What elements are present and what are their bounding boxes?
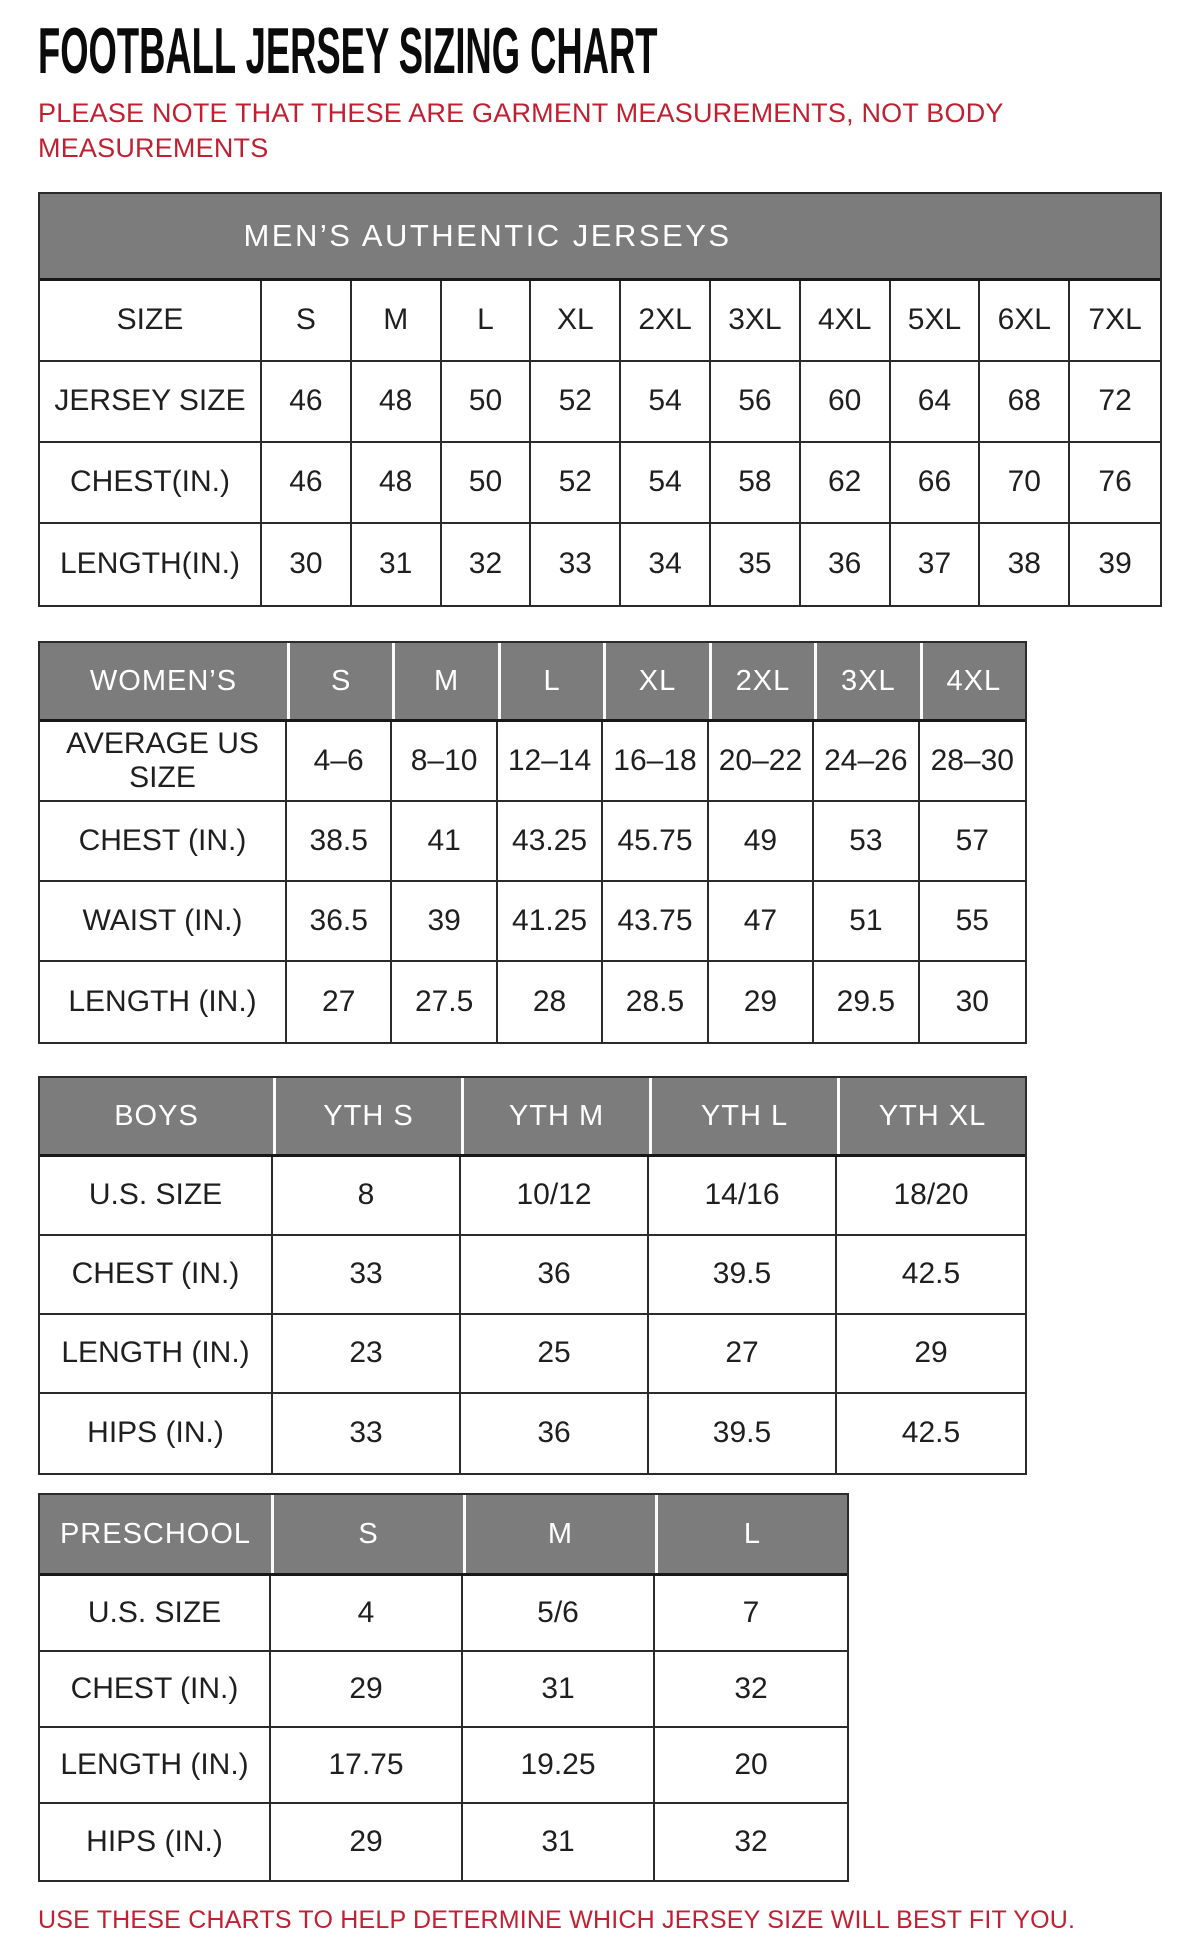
row-label: CHEST (IN.) bbox=[40, 802, 287, 882]
size-cell: 32 bbox=[655, 1804, 847, 1880]
row-label: WAIST (IN.) bbox=[40, 882, 287, 962]
size-cell: 41.25 bbox=[498, 882, 603, 962]
size-cell: 55 bbox=[920, 882, 1025, 962]
size-cell: 46 bbox=[262, 362, 352, 443]
size-cell: 19.25 bbox=[463, 1728, 655, 1804]
size-cell: 6XL bbox=[980, 281, 1070, 362]
column-header: YTH M bbox=[461, 1078, 649, 1154]
size-cell: 20 bbox=[655, 1728, 847, 1804]
size-cell: 29 bbox=[837, 1315, 1025, 1394]
size-cell: 60 bbox=[801, 362, 891, 443]
size-cell: 58 bbox=[711, 443, 801, 524]
size-cell: 5XL bbox=[891, 281, 981, 362]
size-cell: 8 bbox=[273, 1157, 461, 1236]
table-row bbox=[40, 1236, 1025, 1315]
size-cell: 4XL bbox=[801, 281, 891, 362]
size-cell: 51 bbox=[814, 882, 919, 962]
column-header: M bbox=[463, 1495, 655, 1573]
size-cell: 54 bbox=[621, 443, 711, 524]
size-cell: 38 bbox=[980, 524, 1070, 605]
size-cell: 29.5 bbox=[814, 962, 919, 1042]
column-header: S bbox=[287, 643, 392, 719]
size-cell: 23 bbox=[273, 1315, 461, 1394]
size-cell: 38.5 bbox=[287, 802, 392, 882]
column-header: L bbox=[655, 1495, 847, 1573]
size-cell: 10/12 bbox=[461, 1157, 649, 1236]
row-label: HIPS (IN.) bbox=[40, 1394, 273, 1473]
size-cell: 7XL bbox=[1070, 281, 1160, 362]
size-cell: 7 bbox=[655, 1576, 847, 1652]
size-cell: 28–30 bbox=[920, 722, 1025, 802]
size-cell: 12–14 bbox=[498, 722, 603, 802]
size-cell: M bbox=[352, 281, 442, 362]
size-cell: 50 bbox=[442, 443, 532, 524]
column-header: 4XL bbox=[920, 643, 1025, 719]
size-cell: 33 bbox=[273, 1236, 461, 1315]
size-cell: 36 bbox=[461, 1236, 649, 1315]
size-cell: 47 bbox=[709, 882, 814, 962]
row-label: CHEST (IN.) bbox=[40, 1652, 271, 1728]
size-cell: 29 bbox=[709, 962, 814, 1042]
size-cell: 48 bbox=[352, 362, 442, 443]
page-title bbox=[38, 14, 1162, 87]
size-cell: 20–22 bbox=[709, 722, 814, 802]
table-row bbox=[40, 1652, 847, 1728]
size-cell: 36 bbox=[801, 524, 891, 605]
size-cell: 31 bbox=[463, 1804, 655, 1880]
row-label: LENGTH(IN.) bbox=[40, 524, 262, 605]
size-cell: 28.5 bbox=[603, 962, 708, 1042]
table-row bbox=[40, 802, 1025, 882]
size-cell: 43.25 bbox=[498, 802, 603, 882]
table-womens bbox=[38, 641, 1027, 1044]
womens-header-label: WOMEN’S bbox=[40, 643, 287, 719]
table-row bbox=[40, 443, 1160, 524]
column-header: S bbox=[271, 1495, 463, 1573]
row-label: U.S. SIZE bbox=[40, 1576, 271, 1652]
size-cell: 36 bbox=[461, 1394, 649, 1473]
table-row bbox=[40, 1315, 1025, 1394]
size-cell: 42.5 bbox=[837, 1236, 1025, 1315]
size-cell: 32 bbox=[655, 1652, 847, 1728]
page-title-text: FOOTBALL JERSEY SIZING CHART bbox=[38, 14, 658, 87]
size-cell: 37 bbox=[891, 524, 981, 605]
row-label: U.S. SIZE bbox=[40, 1157, 273, 1236]
size-cell: 39 bbox=[1070, 524, 1160, 605]
size-cell: 72 bbox=[1070, 362, 1160, 443]
column-header: XL bbox=[603, 643, 708, 719]
size-cell: 8–10 bbox=[392, 722, 497, 802]
size-cell: 54 bbox=[621, 362, 711, 443]
size-cell: 66 bbox=[891, 443, 981, 524]
size-cell: 17.75 bbox=[271, 1728, 463, 1804]
table-row bbox=[40, 722, 1025, 802]
size-cell: 45.75 bbox=[603, 802, 708, 882]
size-cell: 52 bbox=[531, 443, 621, 524]
size-cell: 18/20 bbox=[837, 1157, 1025, 1236]
size-cell: 31 bbox=[352, 524, 442, 605]
size-cell: 24–26 bbox=[814, 722, 919, 802]
column-header: L bbox=[498, 643, 603, 719]
size-cell: 39.5 bbox=[649, 1394, 837, 1473]
mens-table-banner: MEN’S AUTHENTIC JERSEYS bbox=[40, 194, 1160, 281]
size-cell: 33 bbox=[273, 1394, 461, 1473]
size-cell: 46 bbox=[262, 443, 352, 524]
table-row bbox=[40, 362, 1160, 443]
row-label: LENGTH (IN.) bbox=[40, 1315, 273, 1394]
sizing-tables bbox=[38, 192, 1162, 1882]
table-preschool bbox=[38, 1493, 849, 1882]
size-cell: 64 bbox=[891, 362, 981, 443]
size-cell: 4–6 bbox=[287, 722, 392, 802]
size-cell: 70 bbox=[980, 443, 1070, 524]
table-row bbox=[40, 1157, 1025, 1236]
size-cell: 25 bbox=[461, 1315, 649, 1394]
column-header: M bbox=[392, 643, 497, 719]
size-cell: 29 bbox=[271, 1804, 463, 1880]
size-cell: 32 bbox=[442, 524, 532, 605]
garment-measurements-note: PLEASE NOTE THAT THESE ARE GARMENT MEASUREMENTS, NOT BODY MEASUREMENTS bbox=[38, 98, 1004, 164]
size-cell: 36.5 bbox=[287, 882, 392, 962]
table-row bbox=[40, 524, 1160, 605]
size-cell: 49 bbox=[709, 802, 814, 882]
size-cell: 14/16 bbox=[649, 1157, 837, 1236]
size-cell: 76 bbox=[1070, 443, 1160, 524]
size-cell: 39 bbox=[392, 882, 497, 962]
row-label: CHEST(IN.) bbox=[40, 443, 262, 524]
column-header: YTH XL bbox=[837, 1078, 1025, 1154]
row-label: LENGTH (IN.) bbox=[40, 962, 287, 1042]
table-boys bbox=[38, 1076, 1027, 1475]
size-cell: L bbox=[442, 281, 532, 362]
table-row bbox=[40, 281, 1160, 362]
size-cell: 4 bbox=[271, 1576, 463, 1652]
row-label: CHEST (IN.) bbox=[40, 1236, 273, 1315]
size-cell: 29 bbox=[271, 1652, 463, 1728]
table-row bbox=[40, 962, 1025, 1042]
table-mens bbox=[38, 192, 1162, 607]
size-cell: 34 bbox=[621, 524, 711, 605]
table-row bbox=[40, 882, 1025, 962]
column-header: 2XL bbox=[709, 643, 814, 719]
size-cell: 39.5 bbox=[649, 1236, 837, 1315]
size-cell: 31 bbox=[463, 1652, 655, 1728]
size-cell: 28 bbox=[498, 962, 603, 1042]
size-cell: 27.5 bbox=[392, 962, 497, 1042]
size-cell: 41 bbox=[392, 802, 497, 882]
boys-header-label: BOYS bbox=[40, 1078, 273, 1154]
size-cell: S bbox=[262, 281, 352, 362]
row-label: AVERAGE US SIZE bbox=[40, 722, 287, 802]
size-cell: 48 bbox=[352, 443, 442, 524]
size-cell: 27 bbox=[649, 1315, 837, 1394]
size-cell: 33 bbox=[531, 524, 621, 605]
size-cell: 52 bbox=[531, 362, 621, 443]
size-cell: 68 bbox=[980, 362, 1070, 443]
column-header: YTH S bbox=[273, 1078, 461, 1154]
table-row bbox=[40, 1576, 847, 1652]
column-header: 3XL bbox=[814, 643, 919, 719]
row-label: SIZE bbox=[40, 281, 262, 362]
column-header: YTH L bbox=[649, 1078, 837, 1154]
size-cell: 53 bbox=[814, 802, 919, 882]
size-cell: 30 bbox=[262, 524, 352, 605]
size-cell: 62 bbox=[801, 443, 891, 524]
row-label: HIPS (IN.) bbox=[40, 1804, 271, 1880]
boys-header-row bbox=[40, 1078, 1025, 1157]
row-label: JERSEY SIZE bbox=[40, 362, 262, 443]
footer-note: USE THESE CHARTS TO HELP DETERMINE WHICH JERSEY SIZE WILL BEST FIT YOU. bbox=[38, 1906, 1076, 1935]
table-row bbox=[40, 1804, 847, 1880]
size-cell: 27 bbox=[287, 962, 392, 1042]
size-cell: XL bbox=[531, 281, 621, 362]
table-row bbox=[40, 1728, 847, 1804]
size-cell: 5/6 bbox=[463, 1576, 655, 1652]
preschool-header-label: PRESCHOOL bbox=[40, 1495, 271, 1573]
size-cell: 3XL bbox=[711, 281, 801, 362]
table-row bbox=[40, 1394, 1025, 1473]
size-cell: 57 bbox=[920, 802, 1025, 882]
size-cell: 50 bbox=[442, 362, 532, 443]
size-cell: 30 bbox=[920, 962, 1025, 1042]
size-cell: 16–18 bbox=[603, 722, 708, 802]
womens-header-row bbox=[40, 643, 1025, 722]
preschool-header-row bbox=[40, 1495, 847, 1576]
size-cell: 2XL bbox=[621, 281, 711, 362]
row-label: LENGTH (IN.) bbox=[40, 1728, 271, 1804]
size-cell: 43.75 bbox=[603, 882, 708, 962]
size-cell: 42.5 bbox=[837, 1394, 1025, 1473]
size-cell: 35 bbox=[711, 524, 801, 605]
size-cell: 56 bbox=[711, 362, 801, 443]
